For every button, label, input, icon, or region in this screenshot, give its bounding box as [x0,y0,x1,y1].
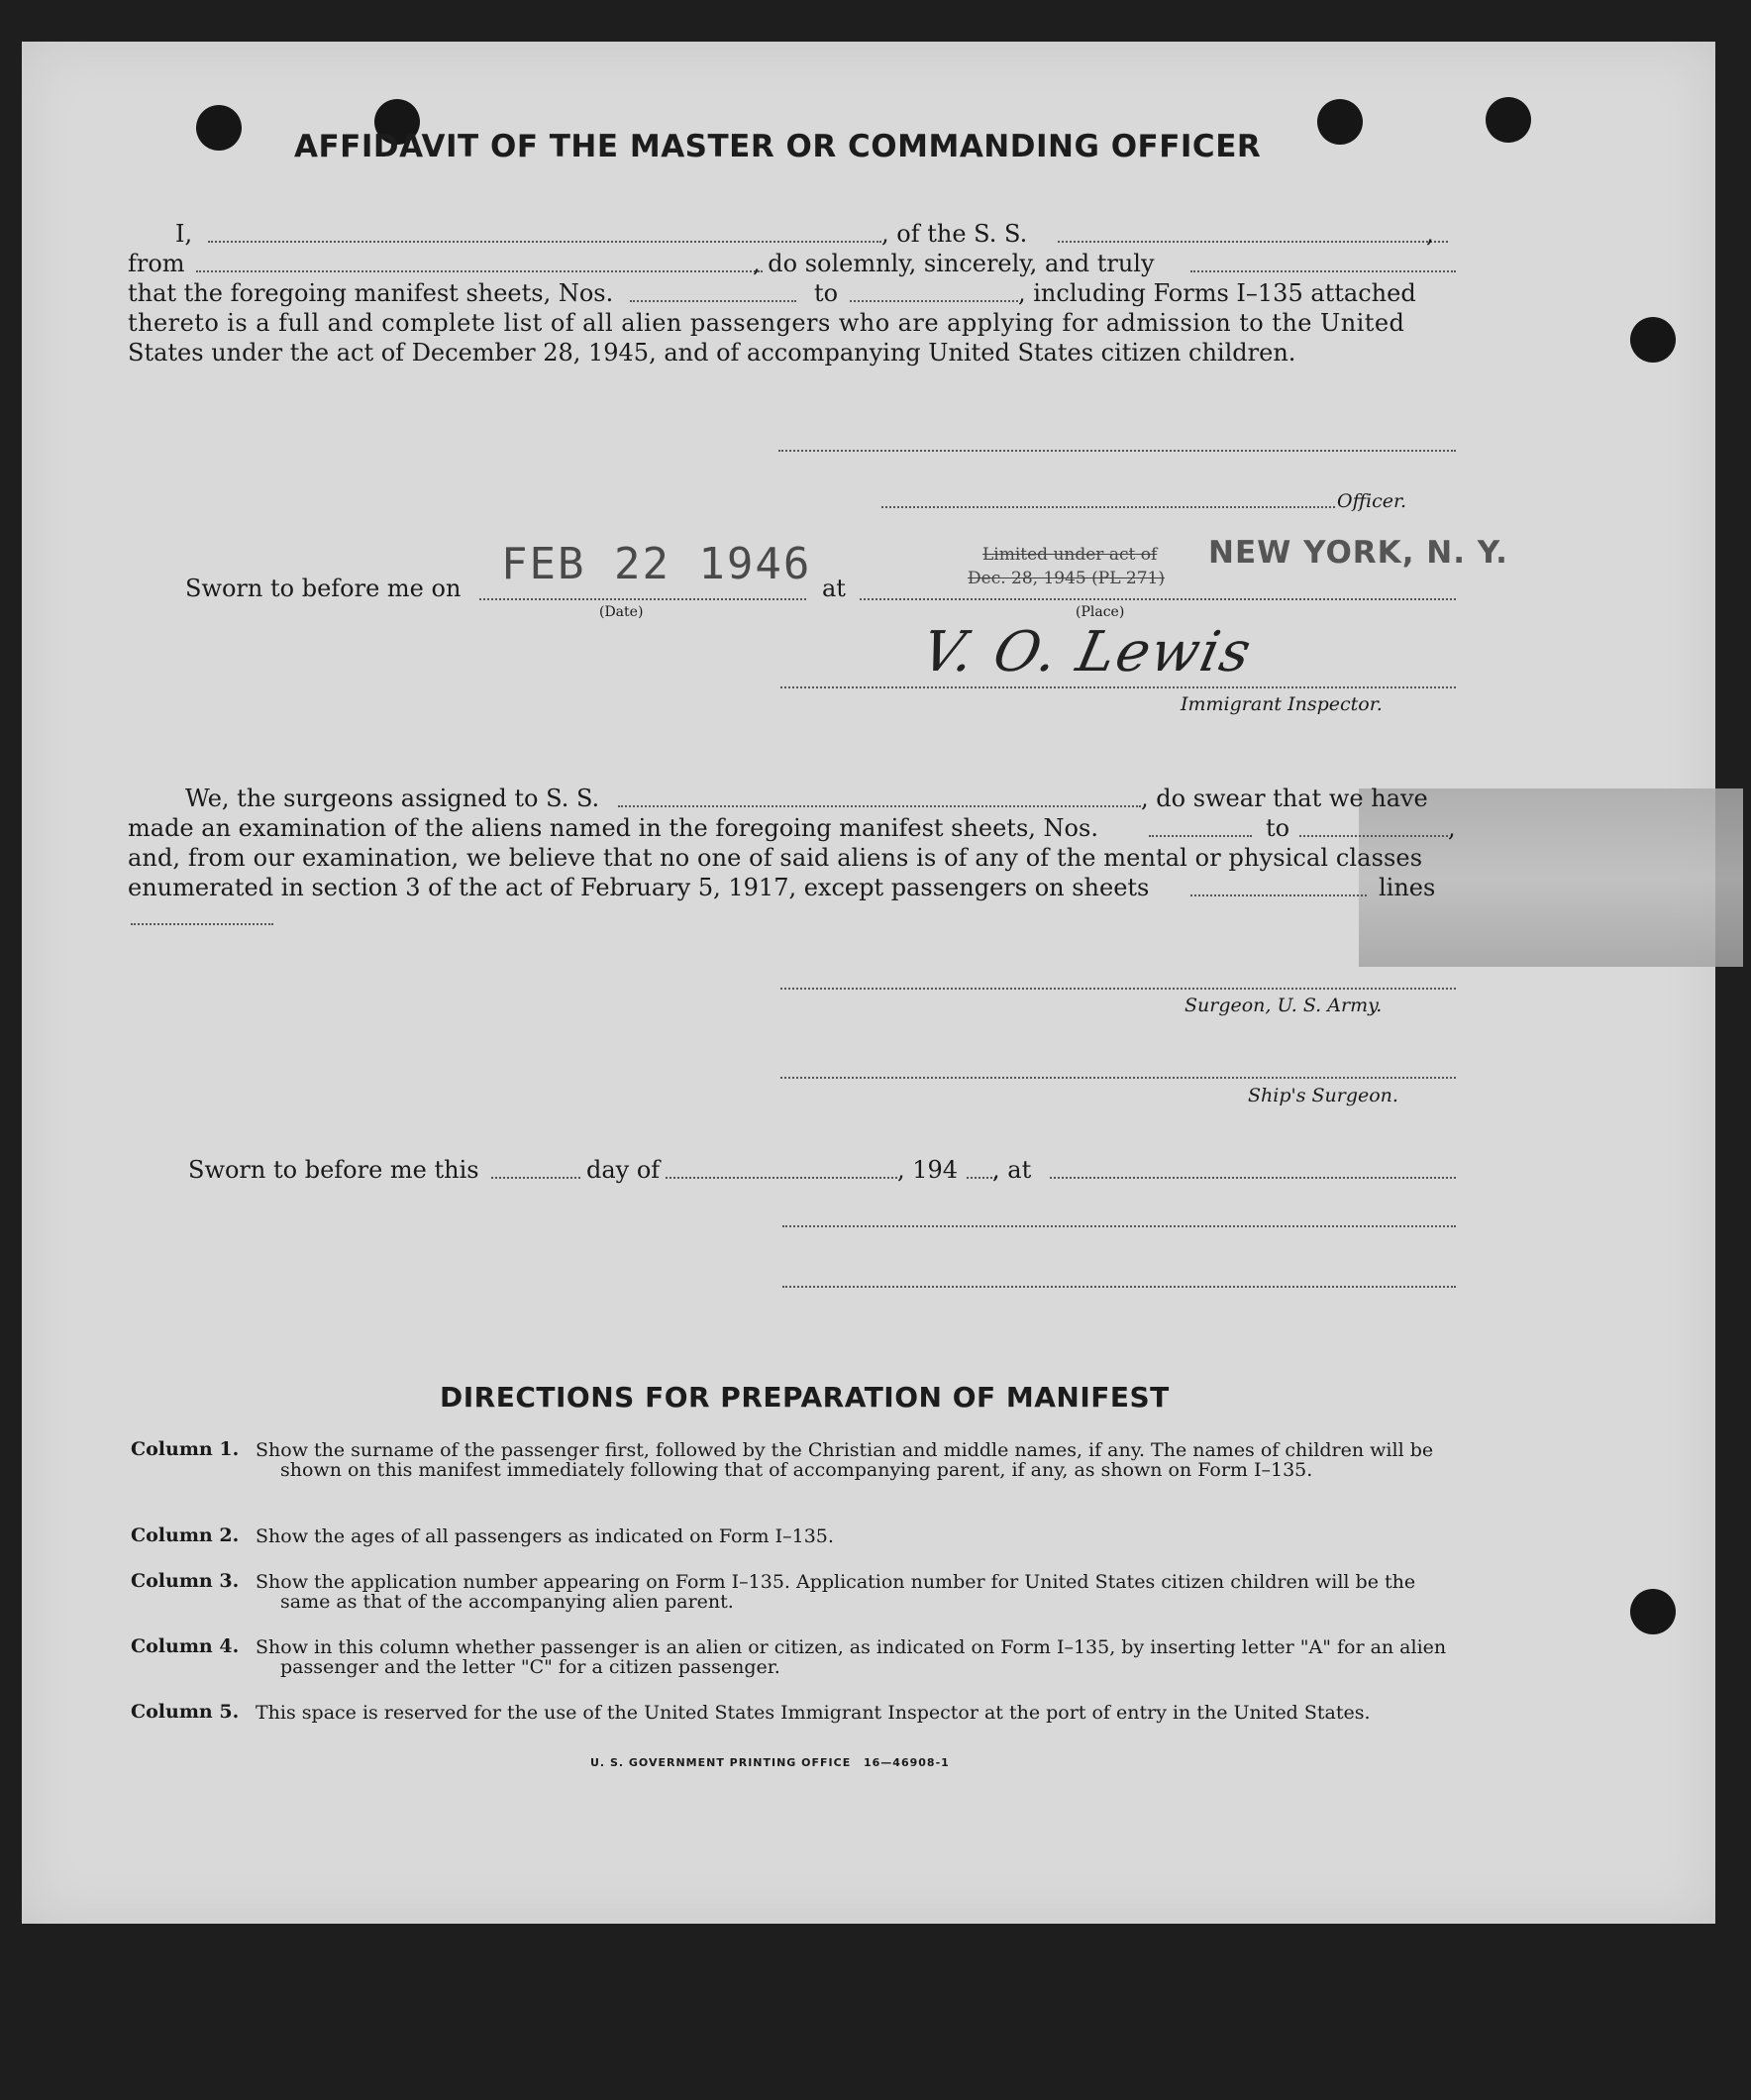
blank-surgeon-sheet-from [1149,835,1252,837]
blank-sheet-from [630,300,796,302]
inspector-line [780,686,1456,688]
affidavit-line5: States under the act of December 28, 1945, and of accompanying United States citizen children. [128,339,1296,367]
sworn-title-line [782,1286,1456,1288]
place-label: (Place) [1076,604,1125,620]
surgeons-comma: , [1448,814,1456,842]
sworn-date-stamp: FEB 22 1946 [501,539,812,589]
officer-signature-line [778,450,1456,452]
affidavit-to: to [814,279,839,307]
place-struck-2: Dec. 28, 1945 (PL 271) [968,569,1165,588]
affidavit-solemnly: , do solemnly, sincerely, and truly [753,250,1155,277]
printer-imprint: U. S. GOVERNMENT PRINTING OFFICE [590,1756,852,1769]
affidavit-from: from [128,250,185,277]
blank-master-name [208,241,881,243]
form-code: 16—46908-1 [864,1756,950,1769]
blank-surgeon-ship [618,805,1141,807]
punch-hole [1630,1589,1676,1634]
sworn-this: Sworn to before me this [188,1156,479,1184]
affidavit-comma: , [1426,220,1434,248]
affidavit-i: I, [175,220,193,248]
surgeons-line3: and, from our examination, we believe that no one of said aliens is of any of the mental or physical classes [128,844,1423,872]
surgeons-line2: made an examination of the aliens named in the foregoing manifest sheets, Nos. [128,814,1098,842]
surgeons-line4: enumerated in section 3 of the act of February 5, 1917, except passengers on sheets [128,874,1150,901]
blank-oath [1190,270,1456,272]
direction-text-4: Show in this column whether passenger is an alien or citizen, as indicated on Form I–135, by inserting letter "A" for an alien passenger and the letter "C" for a citizen passenger. [256,1636,1447,1678]
direction-col-4: Column 4. [131,1635,240,1657]
place-stamp: NEW YORK, N. Y. [1208,535,1508,571]
blank-except-lines [131,923,273,925]
surgeons-line1: We, the surgeons assigned to S. S. [185,785,600,812]
direction-col-3: Column 3. [131,1570,240,1592]
inspector-signature: V. O. Lewis [916,620,1259,684]
day-of: day of [586,1156,661,1184]
blank-day [491,1177,580,1179]
sworn-signature-line [782,1225,1456,1227]
at-label: at [822,575,846,602]
blank-ship-name [1058,241,1448,243]
surgeons-lines: lines [1379,874,1436,901]
direction-text-1: Show the surname of the passenger first, followed by the Christian and middle names, if any. The names of children will be shown on this manifest immediately following that of accompanying parent, if any, as shown on Form I–135. [256,1439,1434,1481]
affidavit-line4: thereto is a full and complete list of all alien passengers who are applying for admission to the United [128,309,1405,337]
direction-text-3: Show the application number appearing on Form I–135. Application number for United States citizen children will be the same as that of the accompanying alien parent. [256,1571,1416,1613]
date-label: (Date) [599,604,644,620]
direction-col-5: Column 5. [131,1701,240,1723]
date-line [479,598,806,600]
directions-title: DIRECTIONS FOR PREPARATION OF MANIFEST [440,1381,1170,1414]
inspector-label: Immigrant Inspector. [1181,693,1383,715]
direction-col-1: Column 1. [131,1438,240,1460]
blank-month [666,1177,897,1179]
blank-from-port [196,270,763,272]
ship-surgeon-line [780,1077,1456,1079]
sworn-at: , at [992,1156,1032,1184]
army-surgeon-label: Surgeon, U. S. Army. [1184,995,1383,1016]
surgeons-line1-end: , do swear that we have [1141,785,1428,812]
document-page [22,42,1715,1924]
direction-text-2: Show the ages of all passengers as indicated on Form I–135. [256,1525,834,1547]
year-prefix: , 194 [897,1156,959,1184]
army-surgeon-line [780,988,1456,990]
sworn-label: Sworn to before me on [185,575,462,602]
affidavit-that: that the foregoing manifest sheets, Nos. [128,279,614,307]
blank-sworn-place [1050,1177,1456,1179]
punch-hole [1317,99,1363,145]
direction-text-5: This space is reserved for the use of the United States Immigrant Inspector at the port of entry in the United States. [256,1702,1371,1724]
surgeons-to: to [1266,814,1290,842]
punch-hole [1630,317,1676,363]
place-line [860,598,1456,600]
direction-col-2: Column 2. [131,1524,240,1546]
blank-surgeon-sheet-to [1299,835,1448,837]
affidavit-of-ss: , of the S. S. [881,220,1028,248]
affidavit-title: AFFIDAVIT OF THE MASTER OR COMMANDING OFFICER [294,129,1262,164]
ship-surgeon-label: Ship's Surgeon. [1248,1085,1398,1106]
affidavit-including: , including Forms I–135 attached [1018,279,1416,307]
blank-except-sheets [1190,894,1367,896]
punch-hole [1486,97,1531,143]
blank-sheet-to [850,300,1018,302]
punch-hole [196,105,242,151]
officer-title-line [881,506,1335,508]
officer-label: Officer. [1337,490,1407,512]
place-struck-1: Limited under act of [982,545,1158,565]
